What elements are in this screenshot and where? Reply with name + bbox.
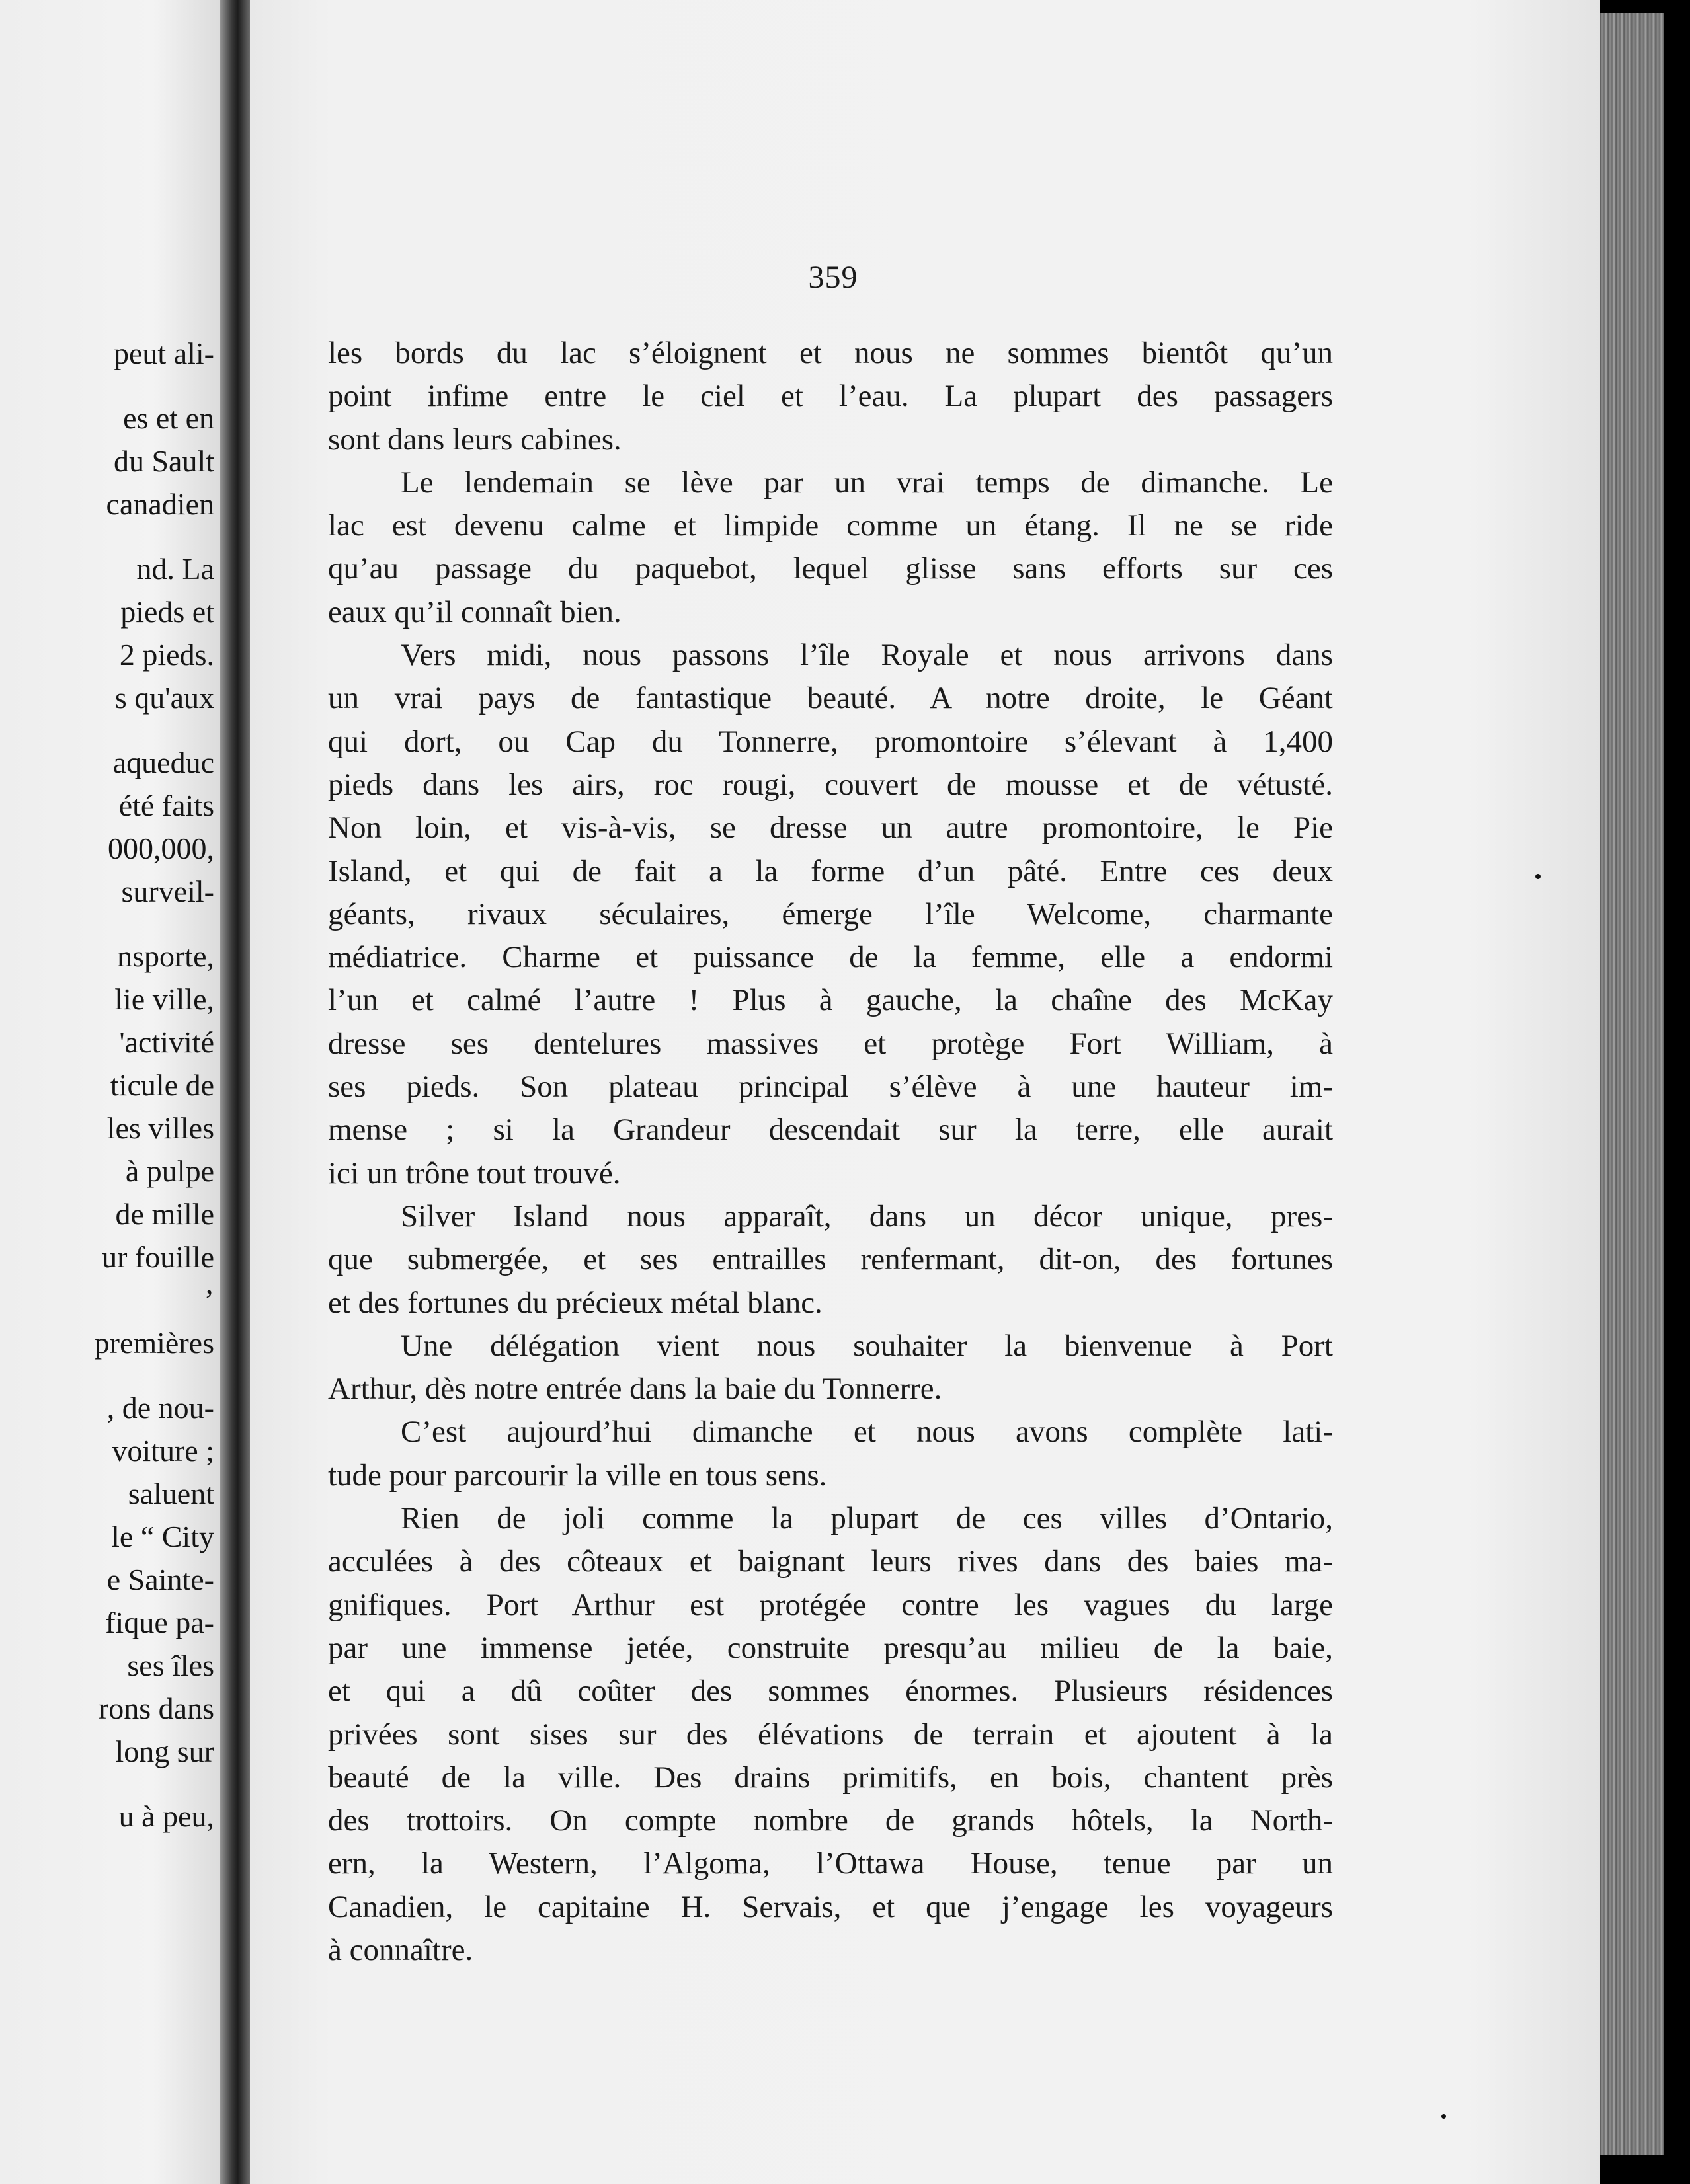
left-page-line: été faits <box>118 789 214 822</box>
left-page-line: 000,000, <box>108 832 214 865</box>
text-line: ses pieds. Son plateau principal s’élève à une hauteur im- <box>328 1070 1333 1105</box>
text-line: que submergée, et ses entrailles renfermant, dit-on, des fortunes <box>328 1242 1333 1277</box>
left-page-line: ses îles <box>127 1649 214 1682</box>
text-line: Arthur, dès notre entrée dans la baie du Tonnerre. <box>328 1372 942 1407</box>
left-page-line: s qu'aux <box>114 681 214 715</box>
left-page-line: aqueduc <box>112 746 214 779</box>
paragraph <box>328 634 1333 1195</box>
paragraph <box>328 461 1333 634</box>
text-line: ici un trône tout trouvé. <box>328 1155 621 1190</box>
text-line: mense ; si la Grandeur descendait sur la terre, elle aurait <box>328 1112 1333 1148</box>
left-page-line: saluent <box>128 1477 214 1510</box>
left-page-line: du Sault <box>113 444 214 478</box>
left-page-line: 2 pieds. <box>119 638 214 672</box>
left-page-line: u à peu, <box>118 1799 214 1833</box>
left-page-line: voiture ; <box>112 1434 214 1467</box>
text-line: Canadien, le capitaine H. Servais, et que j’engage les voyageurs <box>328 1889 1333 1924</box>
ink-speck <box>1535 874 1541 879</box>
text-line: et des fortunes du précieux métal blanc. <box>328 1285 823 1320</box>
left-page-line: long sur <box>115 1735 214 1768</box>
text-line: ern, la Western, l’Algoma, l’Ottawa House, tenue par un <box>328 1846 1333 1881</box>
text-line: gnifiques. Port Arthur est protégée contre les vagues du large <box>328 1587 1333 1622</box>
text-line: pieds dans les airs, roc rougi, couvert de mousse et de vétusté. <box>328 767 1333 802</box>
left-page-line: à pulpe <box>125 1154 214 1188</box>
page-edges <box>1600 13 1664 2155</box>
text-line: dresse ses dentelures massives et protège Fort William, à <box>328 1026 1333 1061</box>
text-line: par une immense jetée, construite presqu’au milieu de la baie, <box>328 1630 1333 1665</box>
paragraph <box>328 1497 1333 1972</box>
left-page-line: surveil- <box>121 875 214 908</box>
text-line: sont dans leurs cabines. <box>328 422 622 457</box>
paragraph <box>328 332 1333 461</box>
left-page-line: 'activité <box>119 1025 214 1059</box>
left-page-line: canadien <box>106 487 214 521</box>
paragraph <box>328 1411 1333 1497</box>
text-line: un vrai pays de fantastique beauté. A notre droite, le Géant <box>328 681 1333 716</box>
text-line: géants, rivaux séculaires, émerge l’île Welcome, charmante <box>328 896 1333 931</box>
text-line: eaux qu’il connaît bien. <box>328 594 622 629</box>
left-page-line: les villes <box>106 1111 214 1145</box>
left-page-line: ticule de <box>110 1068 214 1102</box>
text-line: des trottoirs. On compte nombre de grands hôtels, la North- <box>328 1803 1333 1838</box>
text-line: Rien de joli comme la plupart de ces villes d’Ontario, <box>401 1501 1333 1536</box>
left-page-line: rons dans <box>98 1692 214 1725</box>
left-page-line: ur fouille <box>102 1240 214 1274</box>
left-page-line: ’ <box>204 1283 214 1317</box>
previous-page-fragment <box>0 0 220 2184</box>
book-gutter <box>220 0 250 2184</box>
text-line: qui dort, ou Cap du Tonnerre, promontoire s’élevant à 1,400 <box>328 724 1333 759</box>
left-page-line: de mille <box>115 1197 214 1231</box>
left-page-line: le “ City <box>111 1520 214 1553</box>
left-page-line: pieds et <box>120 595 214 629</box>
text-line: l’un et calmé l’autre ! Plus à gauche, la chaîne des McKay <box>328 983 1333 1018</box>
text-line: les bords du lac s’éloignent et nous ne sommes bientôt qu’un <box>328 336 1333 370</box>
text-line: lac est devenu calme et limpide comme un étang. Il ne se ride <box>328 508 1333 543</box>
paragraph <box>328 1195 1333 1325</box>
text-line: Silver Island nous apparaît, dans un décor unique, pres- <box>401 1198 1333 1233</box>
ink-speck <box>1441 2114 1446 2119</box>
text-line: à connaître. <box>328 1932 473 1967</box>
text-line: et qui a dû coûter des sommes énormes. Plusieurs résidences <box>328 1674 1333 1709</box>
left-page-line: fique pa- <box>105 1606 214 1639</box>
paragraph <box>328 1325 1333 1411</box>
text-line: C’est aujourd’hui dimanche et nous avons complète lati- <box>401 1415 1333 1450</box>
text-line: acculées à des côteaux et baignant leurs rives dans des baies ma- <box>328 1544 1333 1579</box>
text-line: Le lendemain se lève par un vrai temps de dimanche. Le <box>401 465 1333 500</box>
left-page-line: peut ali- <box>114 336 214 370</box>
left-page-line: nsporte, <box>117 939 214 973</box>
text-line: Non loin, et vis-à-vis, se dresse un autre promontoire, le Pie <box>328 810 1333 845</box>
left-page-line: premières <box>94 1326 214 1360</box>
text-line: point infime entre le ciel et l’eau. La plupart des passagers <box>328 379 1333 414</box>
text-line: médiatrice. Charme et puissance de la femme, elle a endormi <box>328 940 1333 975</box>
text-line: tude pour parcourir la ville en tous sens. <box>328 1458 827 1493</box>
text-line: privées sont sises sur des élévations de terrain et ajoutent à la <box>328 1717 1333 1752</box>
text-line: beauté de la ville. Des drains primitifs, en bois, chantent près <box>328 1760 1333 1795</box>
page-text <box>328 332 1333 1972</box>
text-line: Vers midi, nous passons l’île Royale et nous arrivons dans <box>401 638 1333 673</box>
text-line: Une délégation vient nous souhaiter la bienvenue à Port <box>401 1328 1333 1363</box>
left-page-line: es et en <box>123 401 214 435</box>
left-page-line: nd. La <box>136 552 214 586</box>
left-page-line: , de nou- <box>106 1391 214 1424</box>
page-number: 359 <box>808 260 858 295</box>
text-line: Island, et qui de fait a la forme d’un pâté. Entre ces deux <box>328 853 1333 888</box>
left-page-line: lie ville, <box>114 982 214 1016</box>
left-page-line: e Sainte- <box>106 1563 214 1596</box>
text-line: qu’au passage du paquebot, lequel glisse sans efforts sur ces <box>328 551 1333 586</box>
